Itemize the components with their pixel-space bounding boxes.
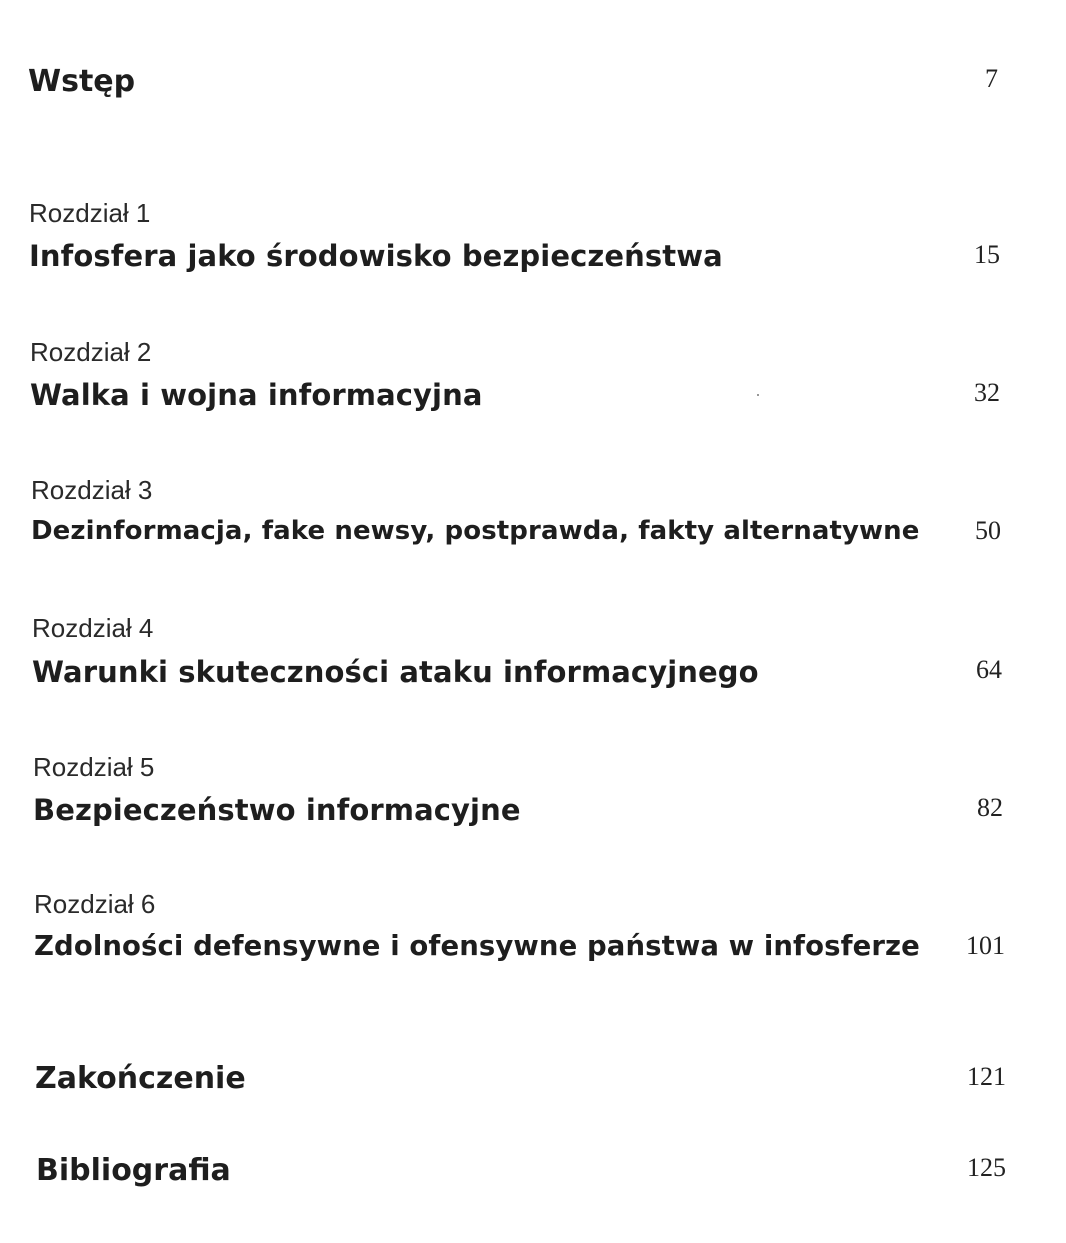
chapter-4-page-number: 64 [976, 655, 1002, 684]
chapter-1-label: Rozdział 1 [29, 198, 151, 228]
intro-page-number: 7 [985, 64, 998, 93]
chapter-6-page-number: 101 [966, 931, 1005, 960]
scan-speck [757, 394, 759, 396]
chapter-1-title: Infosfera jako środowisko bezpieczeństwa [29, 239, 723, 273]
chapter-3-page-number: 50 [975, 516, 1001, 545]
bibliography-page-number: 125 [967, 1153, 1006, 1182]
chapter-3-title: Dezinformacja, fake newsy, postprawda, fakty alternatywne [31, 516, 920, 546]
bibliography-title: Bibliografia [36, 1153, 231, 1188]
chapter-5-page-number: 82 [977, 793, 1003, 822]
chapter-6-label: Rozdział 6 [34, 889, 156, 919]
ending-page-number: 121 [967, 1062, 1006, 1091]
ending-title: Zakończenie [35, 1061, 246, 1096]
chapter-3-label: Rozdział 3 [31, 475, 153, 505]
chapter-2-title: Walka i wojna informacyjna [30, 378, 483, 412]
chapter-5-label: Rozdział 5 [33, 752, 155, 782]
chapter-4-title: Warunki skuteczności ataku informacyjnego [32, 655, 759, 689]
intro-title: Wstęp [28, 64, 136, 99]
chapter-5-title: Bezpieczeństwo informacyjne [33, 793, 521, 827]
chapter-6-title: Zdolności defensywne i ofensywne państwa w infosferze [34, 930, 920, 962]
chapter-1-page-number: 15 [974, 240, 1000, 269]
chapter-2-label: Rozdział 2 [30, 337, 152, 367]
chapter-2-page-number: 32 [974, 378, 1000, 407]
chapter-4-label: Rozdział 4 [32, 613, 154, 643]
